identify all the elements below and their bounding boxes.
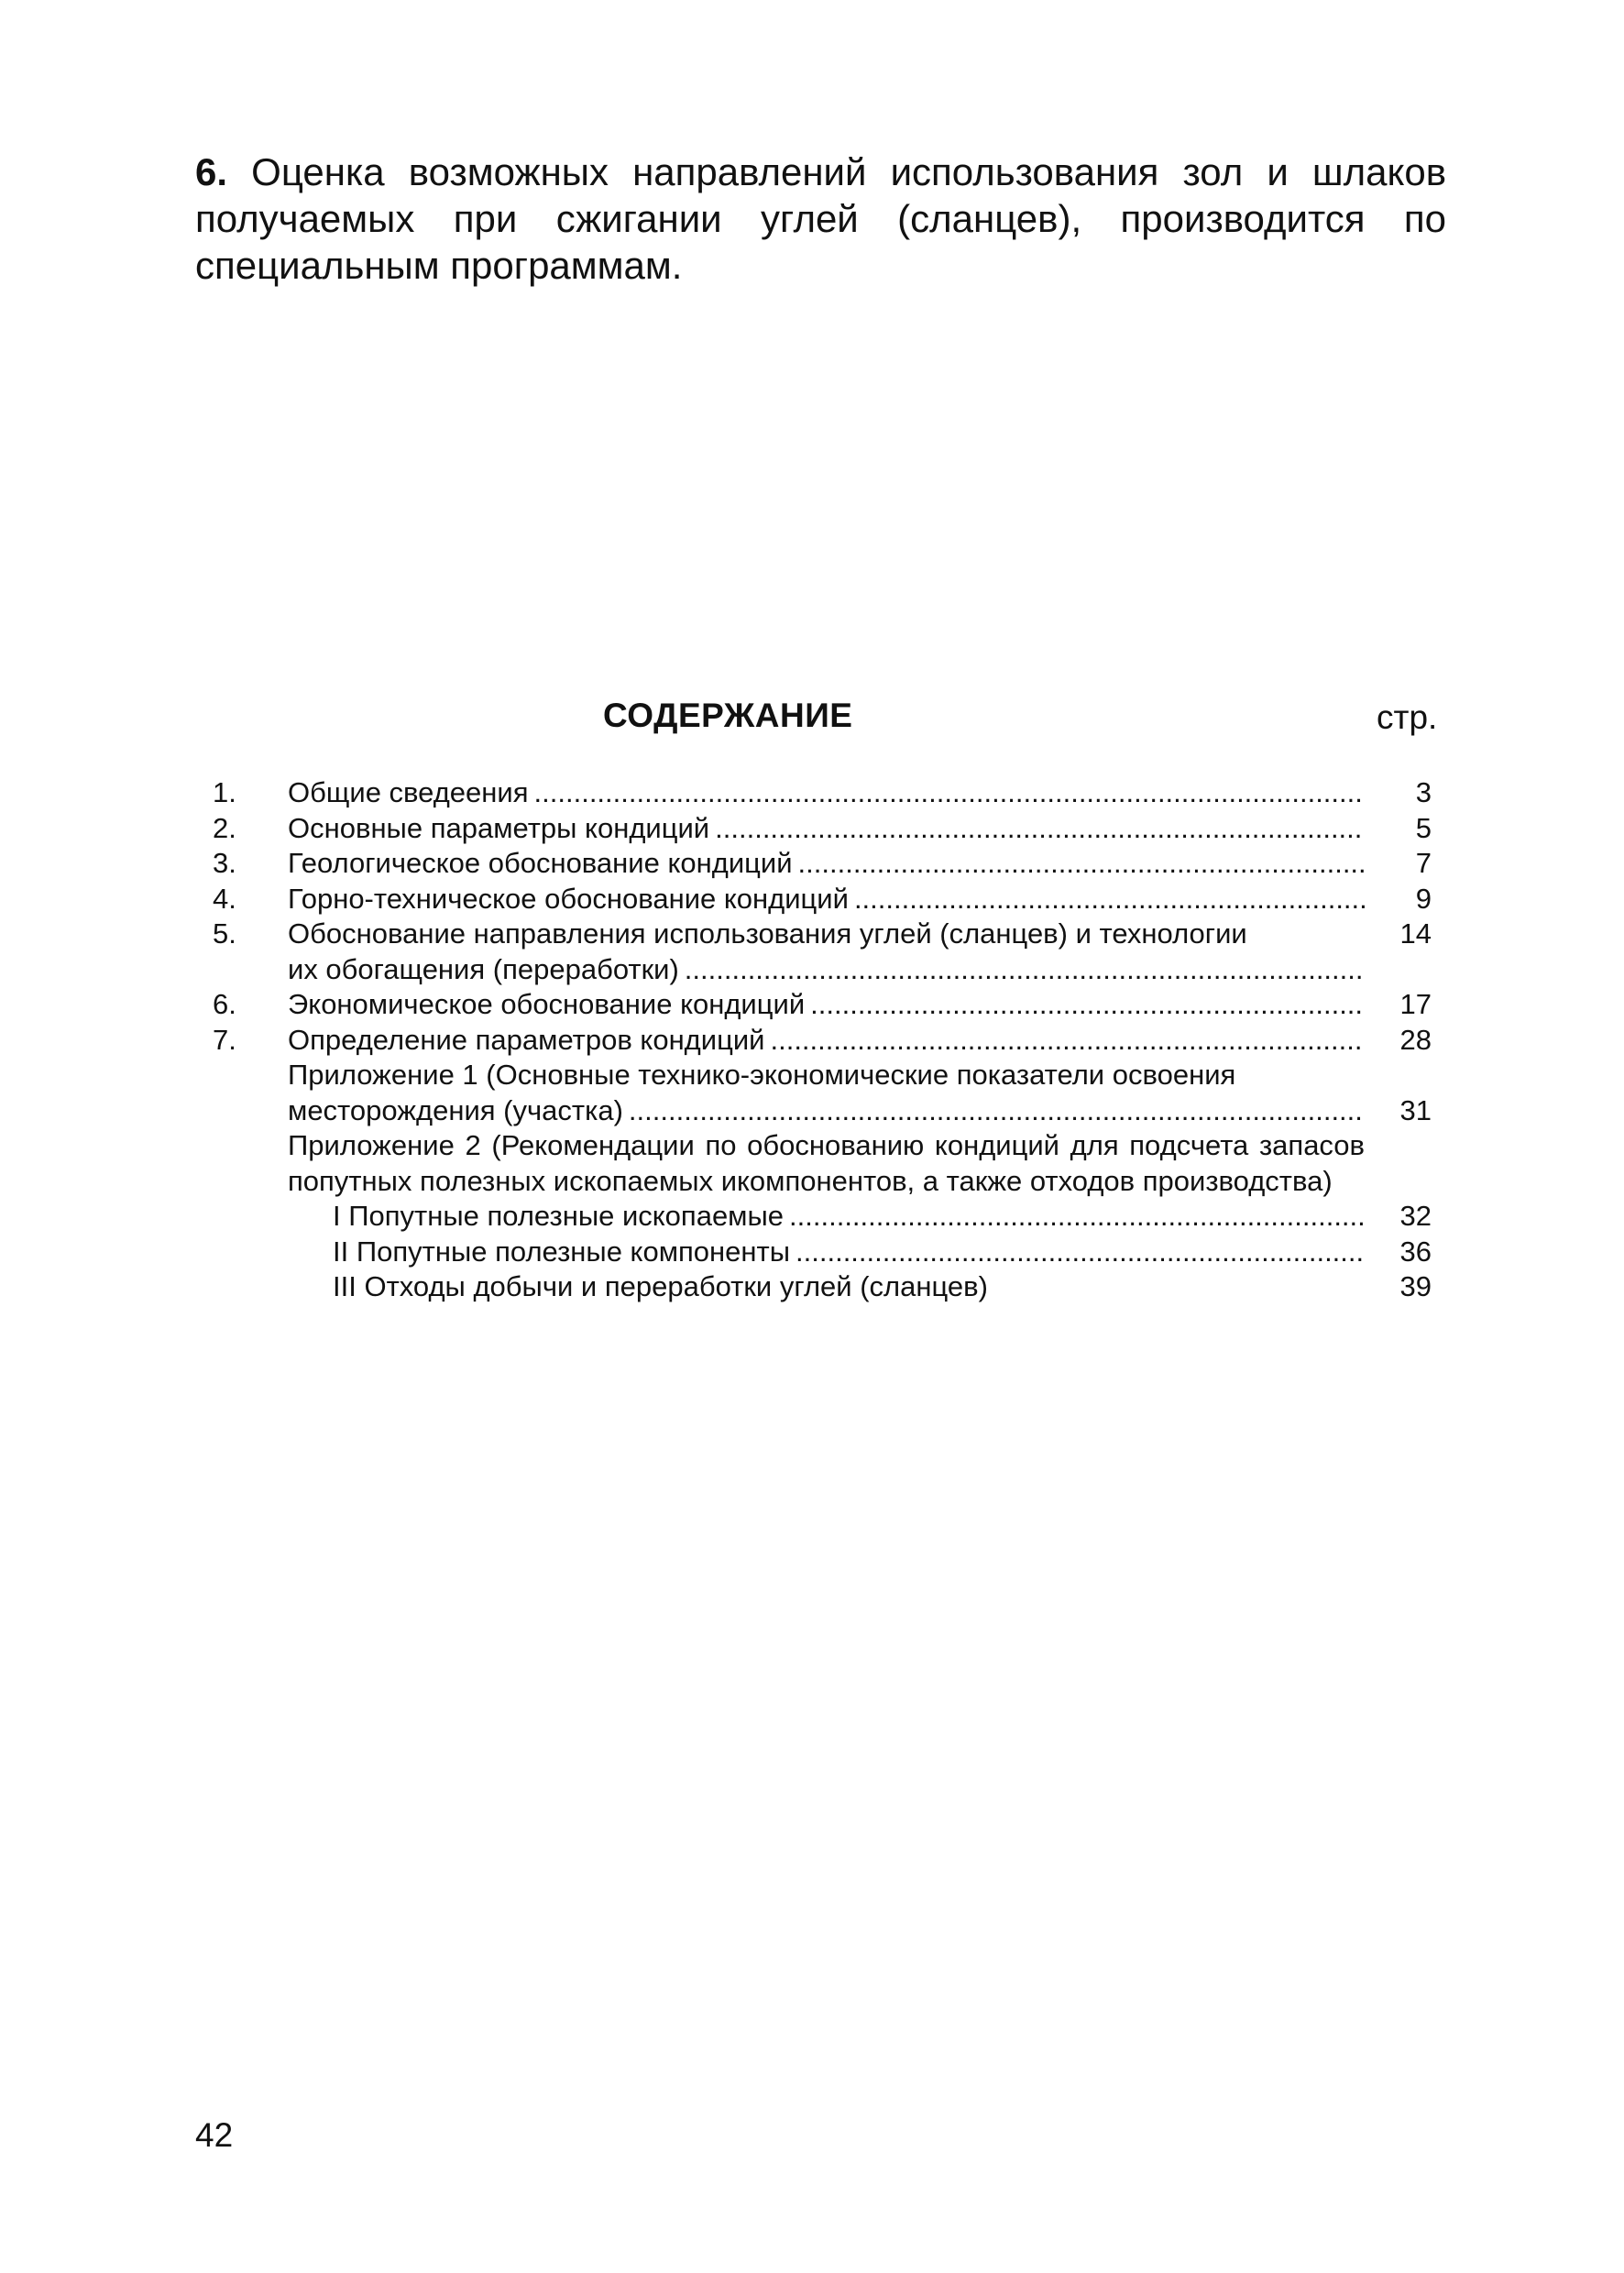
toc-item-text: Горно-техническое обоснование кондиций	[288, 882, 849, 915]
toc-item	[213, 811, 1432, 847]
dot-leader	[798, 846, 1365, 882]
toc-title: СОДЕРЖАНИЕ	[603, 697, 853, 734]
toc-item	[213, 846, 1432, 882]
toc-appendix-2	[213, 1128, 1432, 1199]
toc-subitem-text: III Отходы добычи и переработки углей (сланцев)	[333, 1270, 988, 1302]
toc-item-text-line2: их обогащения (переработки)	[288, 952, 679, 985]
toc-item	[213, 987, 1432, 1023]
toc-subitem-text: I Попутные полезные ископаемые	[333, 1200, 785, 1232]
appendix-1-page: 31	[1399, 1093, 1432, 1126]
dot-leader	[770, 1023, 1365, 1059]
toc-subitem-text: II Попутные полезные компоненты	[333, 1235, 791, 1268]
toc-subitem-page: 32	[1399, 1200, 1432, 1232]
toc-item-number: 7.	[213, 1023, 236, 1056]
dot-leader	[685, 952, 1365, 988]
toc-item-page: 7	[1415, 847, 1432, 879]
paragraph-number: 6.	[195, 150, 228, 193]
toc-subitem-page: 36	[1399, 1235, 1432, 1268]
toc-item-number: 5.	[213, 917, 236, 950]
table-of-contents	[213, 775, 1432, 1305]
toc-subitem	[213, 1269, 1432, 1305]
toc-subitem	[213, 1199, 1432, 1235]
toc-item-number: 3.	[213, 847, 236, 879]
toc-item-number: 6.	[213, 988, 236, 1020]
appendix-1-line1: Приложение 1 (Основные технико-экономические показатели освоения	[288, 1059, 1236, 1091]
dot-leader	[796, 1235, 1365, 1270]
toc-item-number: 4.	[213, 882, 236, 915]
toc-item-text: Экономическое обоснование кондиций	[288, 988, 806, 1020]
toc-appendix-1	[213, 1058, 1432, 1128]
toc-item-page: 9	[1415, 882, 1432, 915]
toc-item-text: Основные параметры кондиций	[288, 811, 710, 844]
page-number: 42	[195, 2116, 234, 2154]
toc-item	[213, 1023, 1432, 1059]
toc-item-page: 17	[1399, 988, 1432, 1020]
toc-item-text: Определение параметров кондиций	[288, 1023, 765, 1056]
dot-leader	[715, 811, 1365, 847]
dot-leader	[629, 1093, 1365, 1129]
toc-item-text: Геологическое обоснование кондиций	[288, 847, 793, 879]
dot-leader	[854, 882, 1365, 917]
dot-leader	[810, 987, 1365, 1023]
toc-subitem-page: 39	[1399, 1270, 1432, 1302]
toc-item-page: 3	[1415, 776, 1432, 808]
toc-item-text-line1: Обоснование направления использования углей (сланцев) и технологии	[288, 917, 1247, 950]
toc-item-number: 2.	[213, 811, 236, 844]
toc-item-number: 1.	[213, 776, 236, 808]
toc-item-page: 28	[1399, 1023, 1432, 1056]
toc-page-header: стр.	[1377, 698, 1438, 736]
dot-leader	[789, 1199, 1365, 1235]
appendix-1-line2: месторождения (участка)	[288, 1093, 623, 1126]
toc-subitem	[213, 1235, 1432, 1270]
toc-item	[213, 917, 1432, 987]
intro-paragraph	[195, 148, 1446, 289]
dot-leader	[534, 775, 1365, 811]
toc-item-page: 5	[1415, 811, 1432, 844]
appendix-2-text: Приложение 2 (Рекомендации по обоснованию кондиций для подсчета запасов попутных полезных ископаемых икомпонентов, а также отходов производства)	[288, 1129, 1365, 1197]
paragraph-text: Оценка возможных направлений использования зол и шлаков получаемых при сжигании углей (сланцев), производится по специальным программам.	[195, 150, 1447, 287]
toc-item-text: Общие сведеения	[288, 776, 529, 808]
toc-item	[213, 882, 1432, 917]
toc-item-page: 14	[1399, 917, 1432, 950]
toc-item	[213, 775, 1432, 811]
